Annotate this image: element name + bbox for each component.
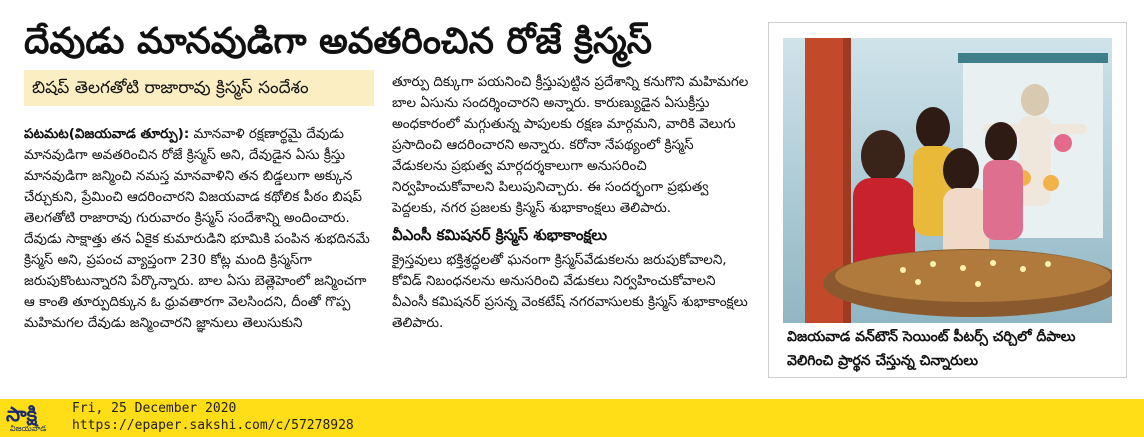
epaper-url[interactable]: https://epaper.sakshi.com/c/57278928 <box>72 418 354 433</box>
footer-bar <box>0 399 1144 437</box>
photo-box <box>768 22 1127 378</box>
dateline: పటమట(విజయవాడ తూర్పు): <box>24 126 190 142</box>
sakshi-logo <box>4 402 66 434</box>
logo-text: సాక్షి <box>6 402 38 426</box>
section-heading: వీఎంసీ కమిషనర్ క్రిస్మస్ శుభాకాంక్షలు <box>392 226 608 244</box>
column-1-text: మానవాళి రక్షణార్థమై దేవుడు మానవుడిగా అవతరించిన రోజే క్రిస్మస్ అని, దేవుడైన ఏసు క్రీస్తు మానవుడిగా జన్మించి నమస్త మానవాళిని తన బిడ్డలుగా అక్కున చేర్చుకుని, ప్రేమించి ఆదరించారని విజయవాడ కథోలిక పీఠం బిషప్ తెలగతోటి రాజారావు గురువారం క్రిస్మస్ సందేశాన్ని అందించారు. దేవుడు సాక్షాత్తు తన ఏకైక కుమారుడిని భూమికి పంపిన శుభదినమే క్రిస్మస్ అని, ప్రపంచ వ్యాప్తంగా 230 కోట్ల మంది క్రిస్మస్‌గా జరుపుకొంటున్నారని పేర్కొన్నారు. బాల ఏసు బెత్లెహెంలో జన్మించగా ఆ కాంతి తూర్పుదిక్కున ఓ ధ్రువతారగా వెలసిందని, దీంతో గొప్ప మహిమగల దేవుడు జన్మించారని జ్ఞానులు తెలుసుకుని <box>24 126 370 331</box>
article-column-2 <box>392 72 752 334</box>
photo-caption: విజయవాడ వన్‌టౌన్ సెయింట్ పీటర్స్ చర్చిలో దీపాలు వెలిగించి ప్రార్థన చేస్తున్న చిన్నారులు <box>787 329 1076 369</box>
publication-date: Fri, 25 December 2020 <box>72 401 237 416</box>
church-photo <box>783 38 1112 323</box>
headline: దేవుడు మానవుడిగా అవతరించిన రోజే క్రిస్మస్ <box>24 21 652 62</box>
section-text: క్రైస్తవులు భక్తిశ్రద్ధలతో ఘనంగా క్రిస్మస్‌వేడుకలను జరుపుకోవాలని, కోవిడ్ నిబంధనలను అనుసరించి వేడుకలు నిర్వహించుకోవాలని వీఎంసీ కమిషనర్ ప్రసన్న వెంకటేష్ నగరవాసులకు క్రిస్మస్ శుభాకాంక్షలు తెలిపారు. <box>392 252 748 331</box>
article-column-1 <box>24 124 374 334</box>
column-2-text: తూర్పు దిక్కుగా పయనించి క్రీస్తుపుట్టిన ప్రదేశాన్ని కనుగొని మహిమగల బాల ఏసును సందర్శించారని అన్నారు. కారుణ్యుడైన ఏసుక్రీస్తు అంధకారంలో మగ్గుతున్న పాపులకు రక్షణ మార్గమని, వారికి వెలుగు ప్రసాదించి ఆదరించారని అన్నారు. కరోనా నేపథ్యంలో క్రిస్మస్ వేడుకలను ప్రభుత్వ మార్గదర్శకాలుగా అనుసరించి నిర్వహించుకోవాలని పిలుపునిచ్చారు. ఈ సందర్భంగా ప్రభుత్వ పెద్దలకు, నగర ప్రజలకు క్రిస్మస్ శుభాకాంక్షలు తెలిపారు. <box>392 74 749 216</box>
subheadline: బిషప్ తెలగతోటి రాజారావు క్రిస్మస్ సందేశం <box>24 70 374 106</box>
logo-edition: విజయవాడ <box>10 424 47 433</box>
